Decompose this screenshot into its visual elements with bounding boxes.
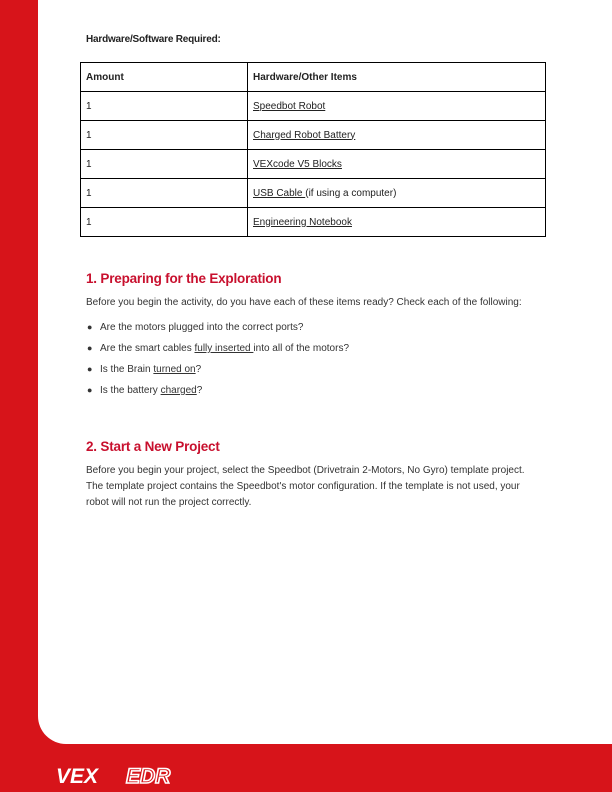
list-item [86, 359, 536, 380]
table-row [81, 150, 546, 179]
requirements-heading: Hardware/Software Required: [86, 34, 221, 45]
bullet-icon: ● [87, 343, 93, 353]
bullet-link[interactable]: charged [160, 385, 197, 396]
item-cell [248, 92, 546, 121]
left-brand-band [0, 0, 40, 792]
checklist [86, 317, 536, 401]
logo-vex-text: VEX [56, 765, 99, 786]
bullet-link[interactable]: fully inserted [194, 343, 254, 354]
table-row [81, 208, 546, 237]
bullet-link[interactable]: turned on [153, 364, 196, 375]
bullet-text: Is the Brain [100, 364, 154, 375]
amount-cell: 1 [81, 150, 248, 179]
hardware-table [80, 62, 546, 237]
bullet-icon: ● [87, 322, 93, 332]
bullet-icon: ● [87, 385, 93, 395]
item-note: (if using a computer) [305, 187, 397, 199]
item-cell [248, 208, 546, 237]
logo-edr-text: EDR [126, 765, 171, 786]
item-cell [248, 150, 546, 179]
list-item [86, 317, 536, 338]
section-2-title: 2. Start a New Project [86, 439, 220, 454]
section-preparing [86, 271, 536, 401]
section-1-title: 1. Preparing for the Exploration [86, 271, 282, 286]
bullet-text: ? [195, 364, 202, 375]
bullet-text: Is the battery [100, 385, 161, 396]
table-header-row [81, 63, 546, 92]
item-link[interactable]: Speedbot Robot [253, 100, 326, 112]
item-cell [248, 121, 546, 150]
amount-cell: 1 [81, 208, 248, 237]
vex-edr-logo [56, 764, 196, 786]
item-link[interactable]: Engineering Notebook [253, 216, 352, 228]
list-item [86, 380, 536, 401]
item-link[interactable]: Charged Robot Battery [253, 129, 356, 141]
amount-cell: 1 [81, 92, 248, 121]
table-row [81, 179, 546, 208]
item-link[interactable]: USB Cable [253, 187, 306, 199]
list-item [86, 338, 536, 359]
column-header-items: Hardware/Other Items [248, 63, 546, 92]
bullet-text: ? [196, 385, 203, 396]
bullet-text: Are the smart cables [100, 343, 195, 354]
section-new-project [86, 439, 536, 517]
column-header-amount: Amount [81, 63, 248, 92]
requirements-heading-wrap [86, 34, 546, 61]
bullet-icon: ● [87, 364, 93, 374]
table-row [81, 121, 546, 150]
item-link[interactable]: VEXcode V5 Blocks [253, 158, 342, 170]
bullet-text: Are the motors plugged into the correct ports? [100, 322, 304, 333]
bullet-text: into all of the motors? [253, 343, 350, 354]
item-cell [248, 179, 546, 208]
table-row [81, 92, 546, 121]
amount-cell: 1 [81, 179, 248, 208]
amount-cell: 1 [81, 121, 248, 150]
section-2-body: Before you begin your project, select the Speedbot (Drivetrain 2-Motors, No Gyro) template project. The template project contains the Speedbot's motor configuration. If the template is not used, your robot will not run the project correctly. [86, 465, 525, 508]
section-1-intro: Before you begin the activity, do you have each of these items ready? Check each of the following: [86, 297, 522, 308]
